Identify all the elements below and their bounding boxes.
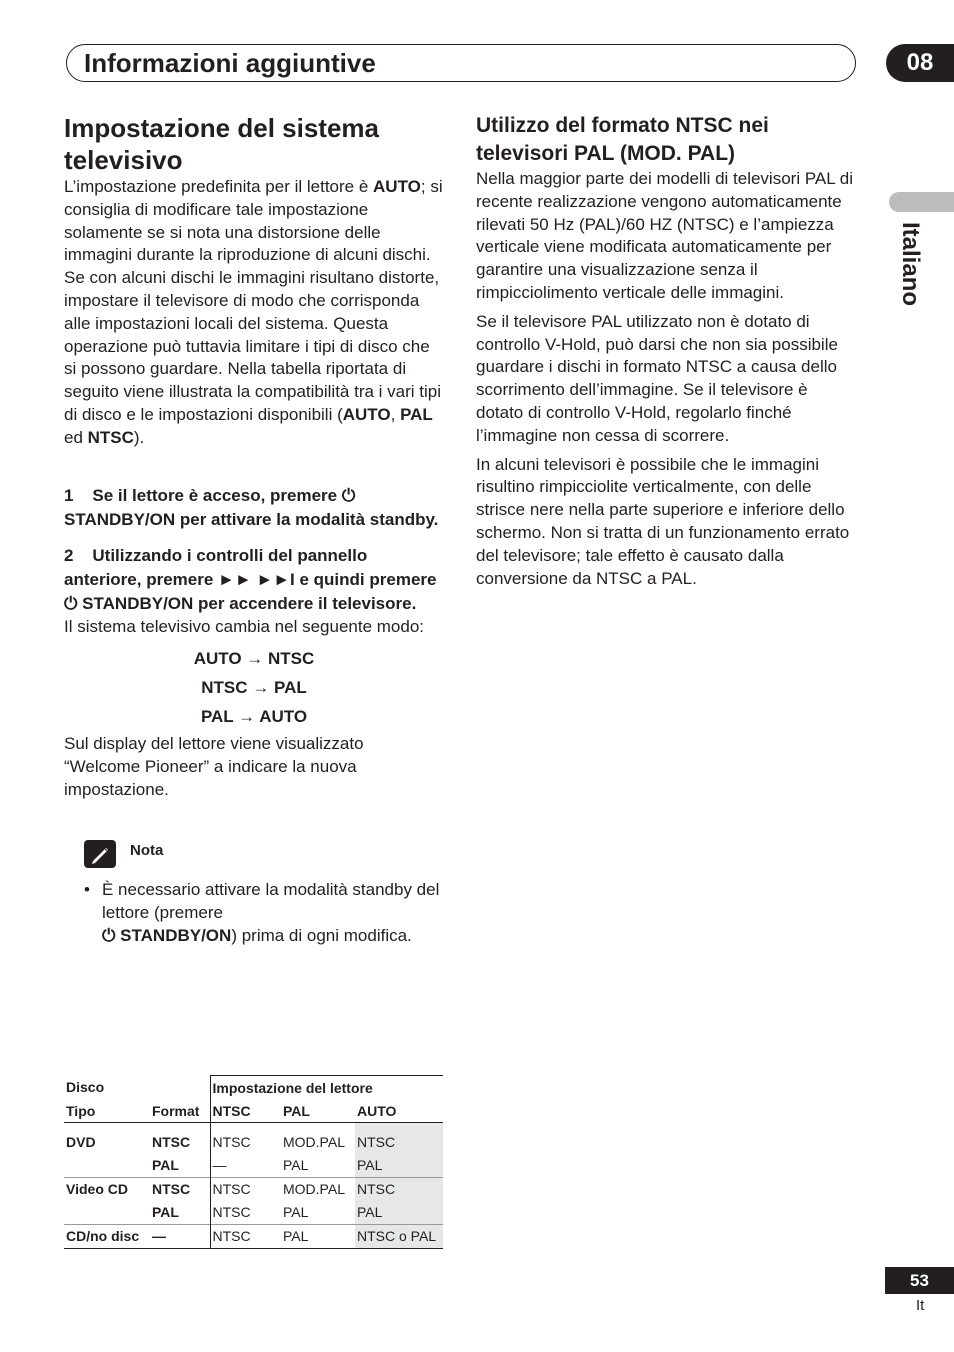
header-tipo: Tipo xyxy=(66,1102,96,1119)
header-format: Format xyxy=(152,1102,200,1119)
header-auto: AUTO xyxy=(357,1102,397,1119)
language-code: It xyxy=(916,1297,925,1314)
header-ntsc: NTSC xyxy=(210,1099,281,1123)
tv-system-cycle xyxy=(64,644,444,731)
header-player-setting: Impostazione del lettore xyxy=(210,1076,443,1100)
cycle-step: NTSC → PAL xyxy=(201,678,307,698)
header-disco: Disco xyxy=(66,1079,105,1096)
note-bullet-item: • È necessario attivare la modalità standby del lettore (premere ⏻ STANDBY/ON) prima di ogni modifica. xyxy=(84,879,440,945)
page-number: 53 xyxy=(885,1267,954,1294)
step-2-description: Il sistema televisivo cambia nel seguente modo: xyxy=(64,616,425,636)
paragraph-2: Se il televisore PAL utilizzato non è dotato di controllo V-Hold, può darsi che non sia possibile guardare i dischi in formato NTSC a causa dello scorrimento dell’immagine. Se il televisore è dotato di controllo V-Hold, regolarlo finché l’immagine non cessa di scorrere. xyxy=(476,311,838,445)
right-column xyxy=(476,112,856,596)
power-icon: ⏻ xyxy=(64,593,78,613)
paragraph-3: In alcuni televisori è possibile che le immagini risultino rimpicciolite verticalmente, con delle strisce nere nella parte superiore e inferiore dello schermo. Non si tratta di un funzionamento errato del televisore; tale effetto è causato dalla conversione da NTSC a PAL. xyxy=(476,454,850,588)
left-column xyxy=(64,112,444,947)
table-row: PAL — PAL PAL xyxy=(64,1154,443,1178)
table-row: PAL NTSC PAL PAL xyxy=(64,1201,443,1225)
chapter-title: Informazioni aggiuntive xyxy=(84,48,376,78)
cycle-step: PAL → AUTO xyxy=(200,707,308,727)
chapter-number-badge: 08 xyxy=(886,44,954,82)
header-pal: PAL xyxy=(283,1102,310,1119)
note-title: Nota xyxy=(130,841,164,859)
intro-paragraph: L’impostazione predefinita per il lettore è AUTO; si consiglia di modificare tale impostazione solamente se si nota una distorsione delle immagini durante la riproduzione di alcuni dischi. Se con alcuni dischi le immagini risultano distorte, impostare il televisore di modo che corrisponda alle impostazioni locali del sistema. Questa operazione può tuttavia limitare i tipi di disco che si possono guardare. Nella tabella riportata di seguito viene illustrata la compatibilità tra i vari tipi di disco e le impostazioni disponibili (AUTO, PAL ed NTSC). xyxy=(64,177,443,447)
after-cycle-paragraph: Sul display del lettore viene visualizzato “Welcome Pioneer” a indicare la nuova impostazione. xyxy=(64,734,364,799)
language-label: Italiano xyxy=(897,222,924,307)
table-row: Video CD NTSC NTSC MOD.PAL NTSC xyxy=(64,1177,443,1201)
table-row: CD/no disc — NTSC PAL NTSC o PAL xyxy=(64,1224,443,1248)
language-tab-marker xyxy=(889,192,954,212)
step-1: 1 Se il lettore è acceso, premere ⏻ STANDBY/ON per attivare la modalità standby. xyxy=(64,485,439,529)
cycle-step: AUTO → NTSC xyxy=(193,649,315,669)
section-title-tv-system: Impostazione del sistema televisivo xyxy=(64,113,379,175)
table-row: DVD NTSC NTSC MOD.PAL NTSC xyxy=(64,1131,443,1154)
compatibility-table xyxy=(64,1075,443,1249)
forward-skip-icons: ►► ►►I xyxy=(218,569,295,589)
table-header-row xyxy=(64,1076,443,1100)
pencil-note-icon xyxy=(84,840,116,868)
section-title-ntsc-on-pal: Utilizzo del formato NTSC nei televisori PAL (MOD. PAL) xyxy=(476,114,769,165)
table-spacer xyxy=(64,1123,443,1131)
paragraph-1: Nella maggior parte dei modelli di televisori PAL di recente realizzazione vengono automaticamente rilevati 50 Hz (PAL)/60 HZ (NTSC) e l’ampiezza verticale viene modificata automaticamente per garantire una visualizzazione senza il rimpicciolimento verticale delle immagini. xyxy=(476,169,854,302)
step-2: 2 Utilizzando i controlli del pannello anteriore, premere ►► ►►I e quindi premere ⏻ STANDBY/ON per accendere il televisore. xyxy=(64,545,437,613)
power-icon: ⏻ xyxy=(341,485,356,505)
note-header xyxy=(82,838,444,872)
table-subheader-row xyxy=(64,1099,443,1123)
power-icon: ⏻ xyxy=(102,925,116,945)
